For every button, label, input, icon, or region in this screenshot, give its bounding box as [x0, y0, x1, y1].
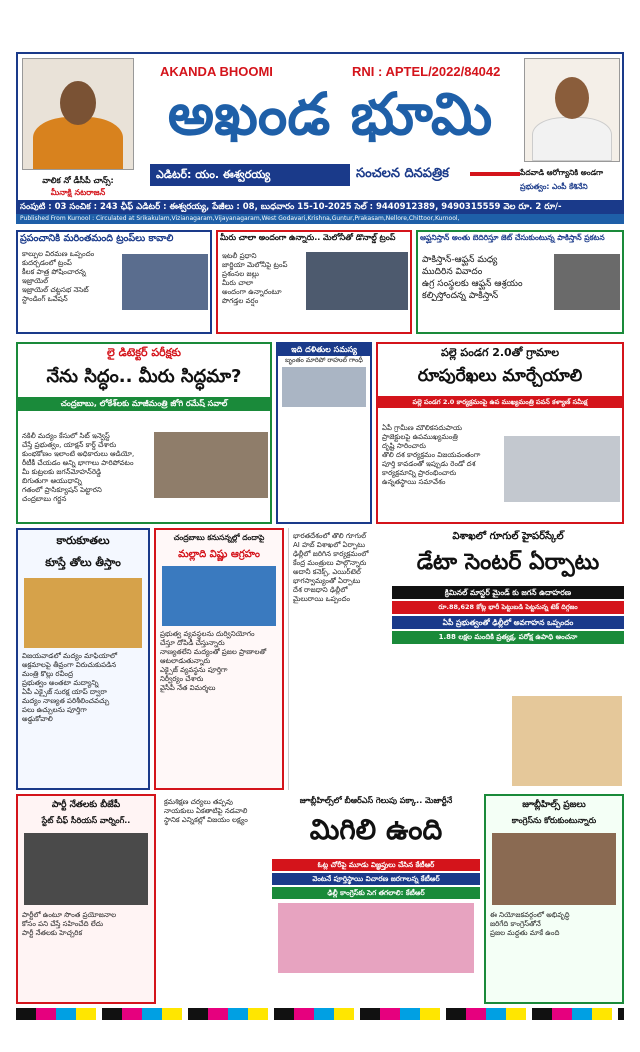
story-kicker: విశాఖలో గూగుల్ హైపర్‌స్కేల్: [452, 531, 564, 542]
story-title-1: జూబ్లీహిల్స్ ప్రజలు: [522, 800, 586, 810]
line: ఇజ్రాయెల్ చట్టసభ నెసెట్: [22, 286, 89, 294]
line: అడ్డుకోవాలి: [22, 715, 53, 723]
line: ప్రాజెక్టులపై ఉపముఖ్యమంత్రి: [382, 433, 458, 441]
news-photo: [162, 566, 276, 626]
jogi-ramesh-story: [16, 342, 272, 524]
line: ప్రభుత్వం అంతటా మద్యాన్ని: [22, 679, 99, 687]
line: దృష్టి సారించారు: [382, 442, 426, 450]
line: ఏపీ ఎక్సైజ్ సురక్ష యాప్ ద్వారా: [22, 688, 107, 696]
line: ప్రభుత్వ వ్యవస్థలను దుర్వినియోగం: [160, 630, 255, 638]
line: పార్టీలో ఉంటూ సొంత ప్రయోజనాల: [22, 911, 117, 919]
story-summary: [22, 250, 120, 304]
line: జరిగేది కాంగ్రెస్‌తోనే: [490, 920, 541, 928]
line: విజయవాడలో మద్యం మాఫియాలో: [22, 652, 118, 660]
line: ప్రజల మద్దతు మాకే ఉంది: [490, 929, 560, 937]
news-photo: [154, 432, 268, 498]
story-band-2: వెంటనే పూర్తిస్థాయి విచారణ జరగాలన్న కేటీఆర్: [272, 873, 480, 885]
line: రీటీకీ చేయడం అన్ని భాగాలు పారిపోవటం: [22, 459, 134, 467]
kollu-story: [16, 528, 150, 790]
line: గతంలో ప్రాసిక్యూషన్ పెట్టారని: [22, 486, 102, 494]
news-photo: [278, 903, 474, 973]
left-caption-1: వాలిక నో డీసీపీ చాన్స్:: [42, 176, 114, 185]
line: కుదర్చడంలో ట్రంప్: [22, 259, 72, 267]
line: తొలి దశ కార్యక్రమం విజయవంతంగా: [382, 451, 481, 459]
left-caption-2: మీనాక్షి నటరాజన్: [50, 188, 106, 197]
story-band: చంద్రబాబు, లోకేశ్‌లకు మాజీమంత్రి జోగి రమేష్ సవాల్: [18, 397, 270, 411]
person-silhouette: [532, 117, 612, 161]
story-title: మీరు చాలా అందంగా ఉన్నారు.. మెలోనీతో డొనాల్డ్ ట్రంప్: [220, 233, 396, 242]
left-portrait: [22, 58, 134, 170]
line: పలు ఉచ్చులను పూర్తిగా: [22, 706, 87, 714]
story-summary: [222, 252, 306, 306]
line: క్రమశిక్షణ చర్యలు తప్పవు: [164, 798, 233, 806]
line: చేస్తూ దోపిడీ చేస్తున్నారు: [160, 639, 225, 647]
line: ఆటలాడుతున్నారు: [160, 657, 211, 665]
story-body: [486, 911, 622, 938]
google-body: [288, 528, 396, 790]
news-photo: [24, 833, 148, 905]
story-band-3: ఢిల్లీ కాంగ్రెస్‌కు సెగ తగలాలి: కేటీఆర్: [272, 887, 480, 899]
line: కాల్పుల విరమణ ఒప్పందం: [22, 250, 95, 258]
story-kicker: చంద్రబాబు కనుసన్నల్లో దందాపై: [173, 533, 265, 542]
line: భారతదేశంలో తొలి గూగుల్: [293, 532, 367, 540]
bjp-continued: [160, 794, 268, 1004]
story-band-4: 1.88 లక్షల మందికి ప్రత్యక్ష, పరోక్ష ఉపాధి అంచనా: [392, 631, 624, 644]
story-title: మల్లాది విష్ణు ఆగ్రహం: [178, 549, 260, 560]
arrow-ornament: [470, 172, 520, 176]
story-body: [18, 652, 148, 724]
story-title-1: కారుకూతలు: [56, 534, 110, 547]
line: AI హబ్ విశాఖలో ఏర్పాటు: [293, 541, 365, 549]
news-photo: [554, 254, 620, 310]
news-photo: [492, 833, 616, 905]
story-title: డేటా సెంటర్ ఏర్పాటు: [416, 550, 600, 575]
line: మీరు చాలా: [222, 279, 254, 287]
story-band-2: రూ.88,628 కోట్ల భారీ పెట్టుబడి పెట్టనున్న టెక్ దిగ్గజం: [392, 601, 624, 614]
right-portrait: [524, 58, 620, 162]
line: స్థానిక ఎన్నికల్లో విజయం లక్ష్యం: [164, 816, 248, 824]
telugu-title: అఖండ భూమి: [167, 80, 493, 148]
line: బిగుతుగా ఆయుధాన్ని: [22, 477, 82, 485]
editor-label: ఎడిటర్: యం. ఈశ్వరయ్య: [150, 164, 350, 186]
story-body: [18, 911, 154, 938]
story-sub: బృంతం మారిపో రాహుల్ గాంధీ: [285, 356, 363, 364]
story-title-2: కాంగ్రెస్‌ను కోరుకుంటున్నారు: [511, 816, 597, 825]
person-head: [60, 81, 96, 125]
story-title: ఆఫ్ఘనిస్తాన్ అంతు బెదిరిస్తూ జెట్ చేసుకుంటున్న పాకిస్తాన్ ప్రకటన: [420, 233, 605, 242]
line: కుంభకోణం ఇలాంటి అధికారులు ఆడియో,: [22, 450, 135, 458]
line: నాణ్యతలేని మద్యంతో ప్రజల ప్రాణాలతో: [160, 648, 267, 656]
story-band: పల్లె పండగ 2.0 కార్యక్రమంపై ఉప ముఖ్యమంత్రి పవన్ కళ్యాణ్ సమీక్ష: [378, 396, 622, 408]
story-body: [156, 630, 282, 693]
story-band-3: ఏపీ ప్రభుత్వంతో ఢిల్లీలో అవగాహన ఒప్పందం: [392, 616, 624, 629]
issue-info-bar: సంపుటి : 03 సంచిక : 243 ఛీఫ్ ఎడిటర్ : ఈశ్వరయ్య, పేజీలు : 08, బుధవారం 15-10-2025 సెల్ : 9440912389, 9490315559 వెల రూ. 2 రూ/-: [16, 200, 624, 214]
story-title: రూపురేఖలు మార్చేయాలి: [417, 366, 583, 386]
congress-story: [484, 794, 624, 1004]
line: ఇటలీ ప్రధాని: [222, 252, 257, 260]
line: పూర్తి కావడంతో ఇప్పుడు రెండో దశ: [382, 460, 476, 468]
news-photo: [122, 254, 208, 310]
line: కోసం పని చేస్తే సహించేది లేదు: [22, 920, 104, 928]
rahul-story: [276, 342, 372, 524]
story-body: [289, 528, 396, 608]
tagline: సంచలన దినపత్రిక: [356, 166, 449, 181]
line: ఏపీ గ్రామీణ మౌలికసదుపాయ: [382, 424, 462, 432]
published-bar: Published From Kurnool : Circulated at Srikakulam,Vizianagaram,Vijayanagaram,West Godavari,Krishna,Guntur,Prakasam,Nellore,Chittoor,Kurnool,: [16, 214, 624, 224]
story-kicker: పల్లె పండగ 2.0తో గ్రామాల: [440, 346, 560, 359]
story-title: నేను సిద్ధం.. మీరు సిద్ధమా?: [46, 366, 242, 387]
line: అదానీ కనెక్స్, ఎయిర్‌టెల్: [293, 568, 361, 576]
ktr-story: [272, 794, 480, 1004]
story-band-1: ఓట్ల చోరీపై మూడు విజ్ఞప్తులు చేసిన కేటీఆర్: [272, 859, 480, 871]
line: చేస్తే ప్రభుత్వం, యాక్షన్ కార్డ్ చేశారు: [22, 441, 117, 449]
story-body: [160, 794, 268, 829]
line: దేశ రాజధాని ఢిల్లీలో: [293, 586, 348, 594]
line: వైసీపీ నేత విమర్శలు: [160, 684, 216, 692]
line: భాగస్వామ్యంతో ఏర్పాటు: [293, 577, 361, 585]
line: జార్జియా మెలోనీపై ట్రంప్: [222, 261, 288, 269]
news-photo: [24, 578, 142, 648]
line: నిర్వీర్యం చేశారు: [160, 675, 204, 683]
line: నకిలీ మద్యం కేసులో సిట్ ఇన్వెస్ట్: [22, 432, 110, 440]
line: స్టాండింగ్ ఒవేషన్: [22, 295, 68, 303]
malladi-story: [154, 528, 284, 790]
line: అక్రమాలపై తీవ్రంగా విరుచుకుపడిన: [22, 661, 117, 669]
line: ఇజ్రాయెల్: [22, 277, 49, 285]
palle-pandaga-story: [376, 342, 624, 524]
line: ఉన్నతస్థాయి సమావేశం: [382, 478, 446, 486]
line: అందంగా ఉన్నారంటూ: [222, 288, 282, 296]
line: పార్టీ నేతలకు హెచ్చరిక: [22, 929, 83, 937]
story-title-1: పార్టీ నేతలకు బీజేపీ: [51, 800, 121, 810]
line: కార్యక్రమాన్ని ప్రారంభించారు: [382, 469, 457, 477]
news-photo: [504, 436, 620, 502]
line: ముదిరిన వివాదం: [422, 267, 483, 277]
news-photo: [282, 367, 366, 407]
story-title: ప్రపంచానికి మరింతమంది ట్రంప్‌లు కావాలి: [20, 233, 174, 244]
line: ఈ నియోజకవర్గంలో అభివృద్ధి: [490, 911, 570, 919]
line: పొగడ్తల వర్షం: [222, 297, 259, 305]
person-head: [555, 77, 589, 119]
story-title-2: స్టేట్ చీఫ్ సీరియస్ వార్నింగ్..: [41, 816, 131, 825]
pakistan-story: [416, 230, 624, 334]
line: ఢిల్లీలో జరిగిన కార్యక్రమంలో: [293, 550, 369, 558]
line: ఉగ్ర సంస్థలకు ఆఫ్ఘన్ ఆశ్రయం: [422, 279, 523, 289]
meloni-story: [216, 230, 412, 334]
line: నాయకులు ఏకతాటిపై నడవాలి: [164, 807, 248, 815]
right-caption-2: ప్రభుత్వం: ఎంపీ కేశినేని: [520, 182, 588, 191]
story-body: [382, 424, 502, 487]
line: మంత్రి కొల్లు రవీంద్ర: [22, 670, 74, 678]
story-title: ఇది దళితుల సమస్య: [278, 344, 370, 356]
line: కేంద్ర మంత్రులు పాల్గొన్నారు: [293, 559, 367, 567]
story-band-1: క్రిమినల్ మాస్టర్ మైండ్ కు జగన్ ఉదాహరణ: [392, 586, 624, 599]
english-name: AKANDA BHOOMI: [160, 64, 273, 79]
story-kicker: లై డిటెక్టర్ పరీక్షకు: [107, 346, 181, 359]
line: ఎక్సైజ్ వ్యవస్థను పూర్తిగా: [160, 666, 228, 674]
trump-story: [16, 230, 212, 334]
line: చంద్రబాబు గర్జన: [22, 495, 67, 503]
story-title: మిగిలి ఉంది: [309, 813, 443, 846]
color-registration-strip: [16, 1008, 624, 1020]
story-body: [22, 432, 152, 504]
line: కల్పిస్తోందన్న పాకిస్తాన్: [422, 291, 499, 301]
rni-number: RNI : APTEL/2022/84042: [352, 64, 501, 79]
line: మైలురాయి ఒప్పందం: [293, 595, 351, 603]
line: ప్రశంసల జల్లు: [222, 270, 259, 278]
story-title-2: కూస్తే తోలు తీస్తాం: [45, 556, 121, 569]
news-photo: [306, 252, 408, 310]
story-summary: [422, 254, 552, 302]
news-photo: [512, 696, 622, 786]
story-kicker: జూబ్లీహిల్స్‌లో బీఆర్ఎస్ గెలుపు పక్కా.. మెజార్టీనే: [299, 796, 453, 805]
line: మీ కుట్రలకు జగన్‌మోహన్‌రెడ్డి: [22, 468, 102, 476]
line: మద్యం నాణ్యత పరిశీలించవచ్చు: [22, 697, 110, 705]
line: పాకిస్తాన్-ఆఫ్ఘన్ మధ్య: [422, 255, 498, 265]
bjp-story: [16, 794, 156, 1004]
google-story: [392, 528, 624, 790]
right-caption-1: పేదవాడి ఆరోగ్యానికి అండగా: [520, 168, 604, 177]
line: కీలక పాత్ర పోషించారన్న: [22, 268, 86, 276]
